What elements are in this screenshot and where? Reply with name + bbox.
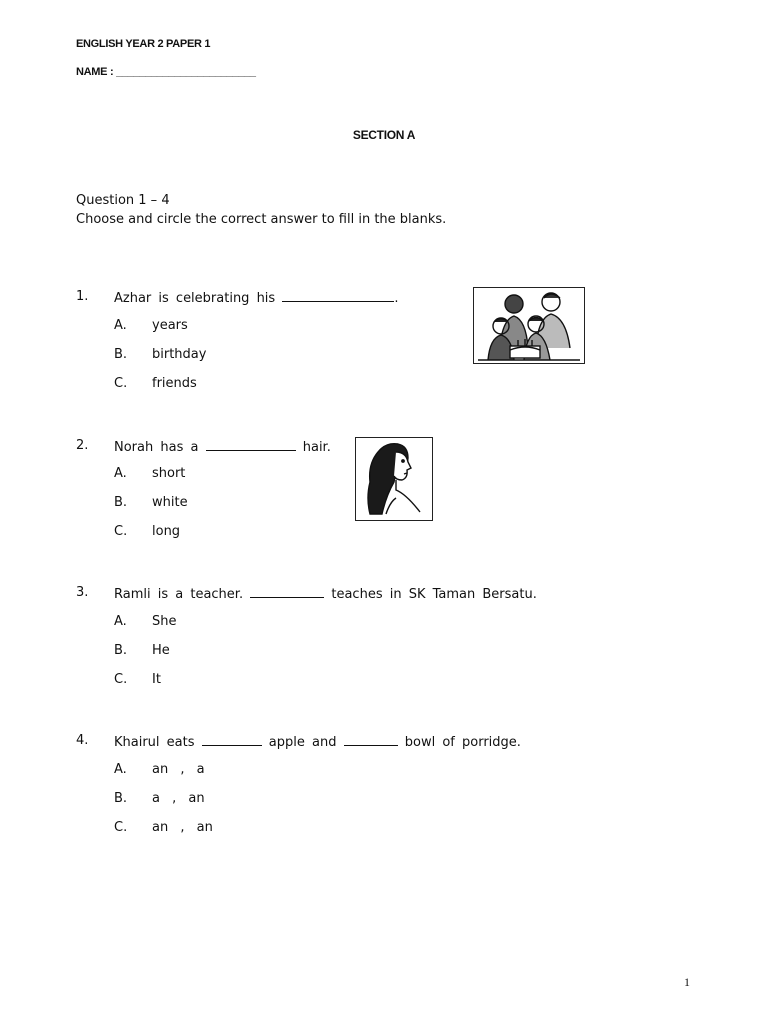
question-3-option-b[interactable]: B. He <box>114 643 170 658</box>
question-4-text-middle: apple and <box>268 735 337 750</box>
question-2-option-a[interactable]: A. short <box>114 466 186 481</box>
question-3-text-after: teaches in SK Taman Bersatu. <box>331 587 537 602</box>
question-4-blank-2 <box>344 733 398 746</box>
question-1-stem <box>114 289 398 306</box>
question-2-text-after: hair. <box>302 440 331 455</box>
question-4-text-after: bowl of porridge. <box>404 735 521 750</box>
question-2-stem <box>114 438 331 455</box>
question-3-option-a[interactable]: A. She <box>114 614 177 629</box>
question-3-text-before: Ramli is a teacher. <box>114 587 244 602</box>
question-4-blank-1 <box>202 733 262 746</box>
page-number: 1 <box>684 975 690 989</box>
birthday-family-image <box>473 287 585 364</box>
paper-title: ENGLISH YEAR 2 PAPER 1 <box>76 38 211 50</box>
question-2-option-c[interactable]: C. long <box>114 524 181 539</box>
question-1-text-before: Azhar is celebrating his <box>114 291 276 306</box>
question-3-number: 3. <box>76 585 89 600</box>
question-1-blank <box>282 289 394 302</box>
question-2-blank <box>206 438 296 451</box>
question-4-option-c[interactable]: C. an , an <box>114 820 213 835</box>
question-3-stem <box>114 585 537 602</box>
question-1-option-c[interactable]: C. friends <box>114 376 197 391</box>
question-1-number: 1. <box>76 289 89 304</box>
section-title: SECTION A <box>352 128 416 142</box>
girl-portrait-image <box>355 437 433 521</box>
question-3-option-c[interactable]: C. It <box>114 672 161 687</box>
question-1-option-a[interactable]: A. years <box>114 318 188 333</box>
question-4-option-b[interactable]: B. a , an <box>114 791 205 806</box>
question-2-number: 2. <box>76 438 89 453</box>
question-range: Question 1 – 4 <box>76 193 170 208</box>
instructions-text: Choose and circle the correct answer to fill in the blanks. <box>76 212 447 227</box>
question-4-option-a[interactable]: A. an , a <box>114 762 205 777</box>
name-field-label: NAME : ________________________ <box>76 66 256 78</box>
question-3-blank <box>250 585 324 598</box>
question-1-text-after: . <box>394 291 399 306</box>
question-1-option-b[interactable]: B. birthday <box>114 347 207 362</box>
question-2-option-b[interactable]: B. white <box>114 495 188 510</box>
question-4-text-before: Khairul eats <box>114 735 195 750</box>
question-4-stem <box>114 733 521 750</box>
question-4-number: 4. <box>76 733 89 748</box>
question-2-text-before: Norah has a <box>114 440 199 455</box>
